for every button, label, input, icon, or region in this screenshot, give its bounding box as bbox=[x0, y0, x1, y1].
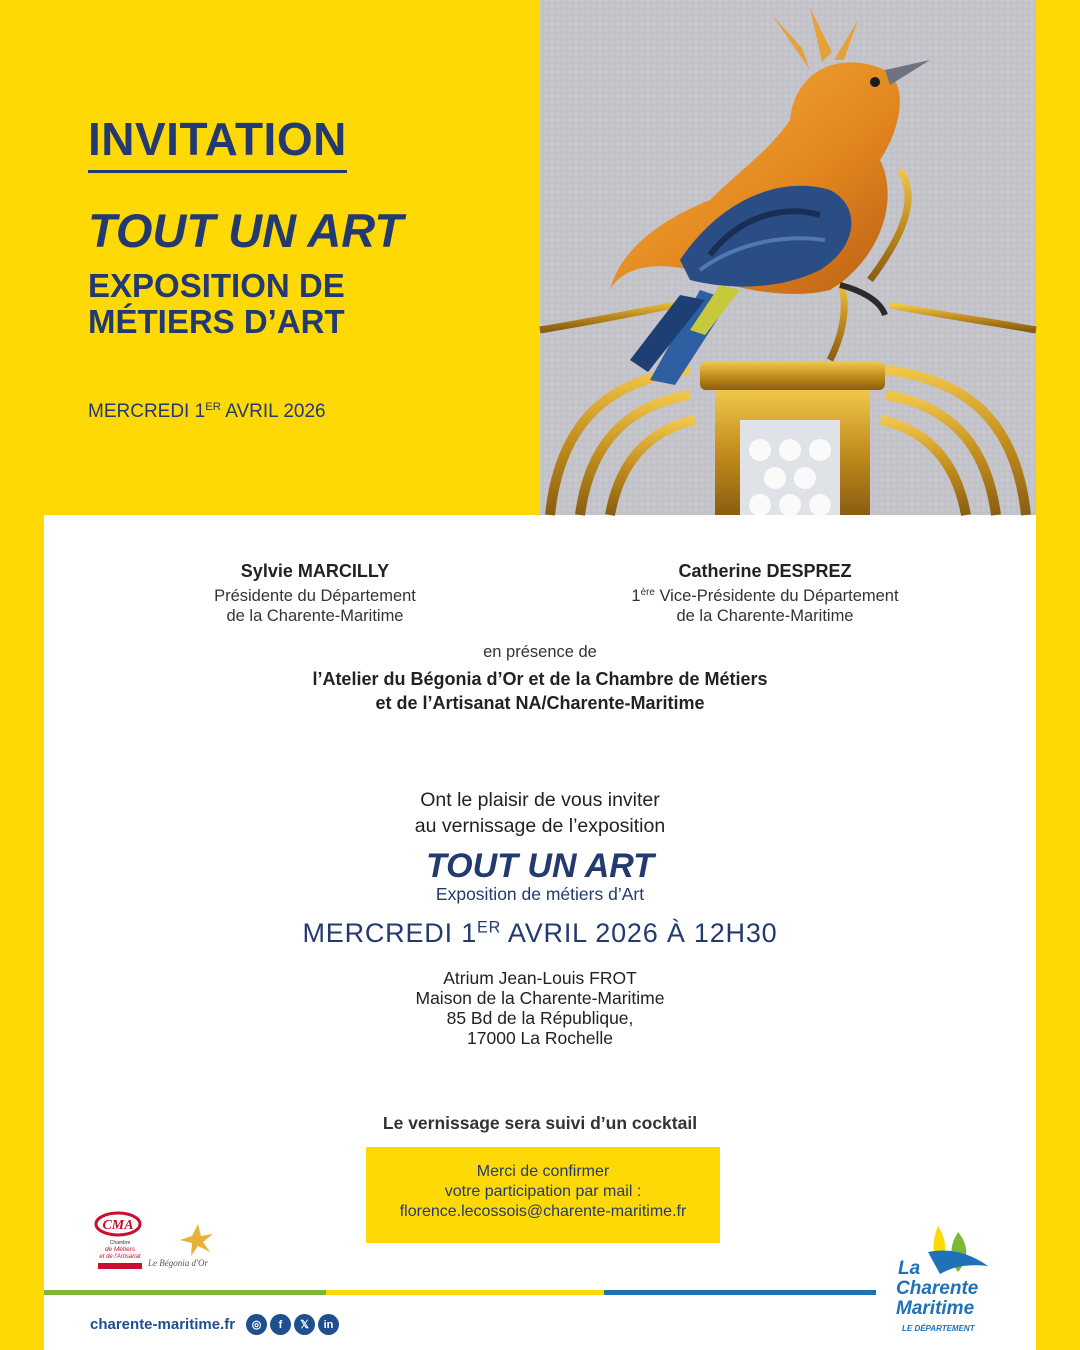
address-line: 17000 La Rochelle bbox=[467, 1028, 613, 1048]
address-line: 85 Bd de la République, bbox=[446, 1008, 634, 1028]
host-role-ordinal: 1 bbox=[631, 587, 641, 605]
host-vice-president bbox=[600, 561, 930, 626]
host-role-line2: de la Charente-Maritime bbox=[226, 607, 404, 625]
embroidered-bird-photo bbox=[540, 0, 1036, 515]
partners-text bbox=[0, 667, 1080, 715]
social-links bbox=[246, 1314, 339, 1335]
dept-logo-line1: La bbox=[898, 1258, 921, 1279]
host-role-line2: de la Charente-Maritime bbox=[676, 607, 854, 625]
header-date-suffix: AVRIL 2026 bbox=[221, 401, 326, 422]
partners-line2: et de l’Artisanat NA/Charente-Maritime bbox=[375, 693, 705, 713]
exhibition-subtitle-line2: MÉTIERS D’ART bbox=[88, 303, 345, 340]
host-president bbox=[170, 561, 460, 626]
footer-rule-blue bbox=[604, 1290, 876, 1295]
dept-logo-tagline: LE DÉPARTEMENT bbox=[902, 1324, 975, 1333]
rsvp-line: Merci de confirmer bbox=[476, 1163, 610, 1180]
cma-logo-line3: et de l'Artisanat bbox=[99, 1254, 141, 1260]
dept-logo-line3: Maritime bbox=[896, 1298, 975, 1319]
footer-rule-green bbox=[44, 1290, 326, 1295]
invite-text bbox=[0, 787, 1080, 839]
instagram-icon[interactable]: ◎ bbox=[246, 1314, 267, 1335]
begonia-logo bbox=[148, 1220, 218, 1272]
facebook-icon[interactable]: f bbox=[270, 1314, 291, 1335]
header-date bbox=[88, 401, 326, 423]
invite-line1: Ont le plaisir de vous inviter bbox=[420, 789, 660, 811]
address-line: Atrium Jean-Louis FROT bbox=[443, 968, 637, 988]
website-link[interactable]: charente-maritime.fr bbox=[90, 1316, 236, 1333]
host-role-text: Vice-Présidente du Département bbox=[654, 587, 899, 605]
invite-line2: au vernissage de l’exposition bbox=[414, 815, 666, 837]
host-role-line1: Présidente du Département bbox=[214, 587, 416, 605]
linkedin-icon[interactable]: in bbox=[318, 1314, 339, 1335]
cocktail-note: Le vernissage sera suivi d’un cocktail bbox=[382, 1113, 698, 1133]
exhibition-title: TOUT UN ART bbox=[88, 204, 404, 257]
host-role-sup: ère bbox=[640, 587, 655, 599]
address-line: Maison de la Charente-Maritime bbox=[415, 988, 665, 1008]
cma-logo-line1: Chambre bbox=[109, 1240, 131, 1246]
event-date bbox=[0, 918, 1080, 949]
invitation-heading: INVITATION bbox=[88, 112, 347, 173]
event-subtitle: Exposition de métiers d’Art bbox=[435, 884, 645, 904]
event-date-prefix: MERCREDI 1 bbox=[302, 918, 478, 948]
cma-logo-abbr: CMA bbox=[102, 1218, 134, 1233]
dept-logo-line2: Charente bbox=[896, 1278, 979, 1299]
cma-logo bbox=[94, 1212, 146, 1274]
cma-logo-line2: de Métiers bbox=[104, 1246, 136, 1253]
header-date-prefix: MERCREDI 1 bbox=[88, 401, 206, 422]
event-title: TOUT UN ART bbox=[426, 847, 654, 885]
x-icon[interactable]: 𝕏 bbox=[294, 1314, 315, 1335]
begonia-logo-text: Le Bégonia d'Or bbox=[148, 1258, 208, 1268]
rsvp-box bbox=[366, 1147, 720, 1243]
event-date-sup: ER bbox=[477, 918, 502, 937]
rsvp-line: votre participation par mail : bbox=[444, 1183, 642, 1200]
event-address bbox=[0, 968, 1080, 1048]
rsvp-email-link[interactable]: florence.lecossois@charente-maritime.fr bbox=[399, 1203, 687, 1220]
partners-line1: l’Atelier du Bégonia d’Or et de la Chambre de Métiers bbox=[312, 669, 768, 689]
event-date-suffix: AVRIL 2026 À 12H30 bbox=[501, 918, 778, 948]
exhibition-subtitle bbox=[88, 268, 488, 340]
host-name: Sylvie MARCILLY bbox=[240, 561, 390, 581]
presence-label: en présence de bbox=[483, 643, 597, 661]
charente-maritime-logo bbox=[888, 1222, 998, 1336]
host-role-line1 bbox=[600, 586, 930, 606]
host-name: Catherine DESPREZ bbox=[678, 561, 852, 581]
footer-rule-yellow bbox=[326, 1290, 604, 1295]
header-date-sup: ER bbox=[205, 401, 222, 414]
exhibition-subtitle-line1: EXPOSITION DE bbox=[88, 267, 345, 304]
